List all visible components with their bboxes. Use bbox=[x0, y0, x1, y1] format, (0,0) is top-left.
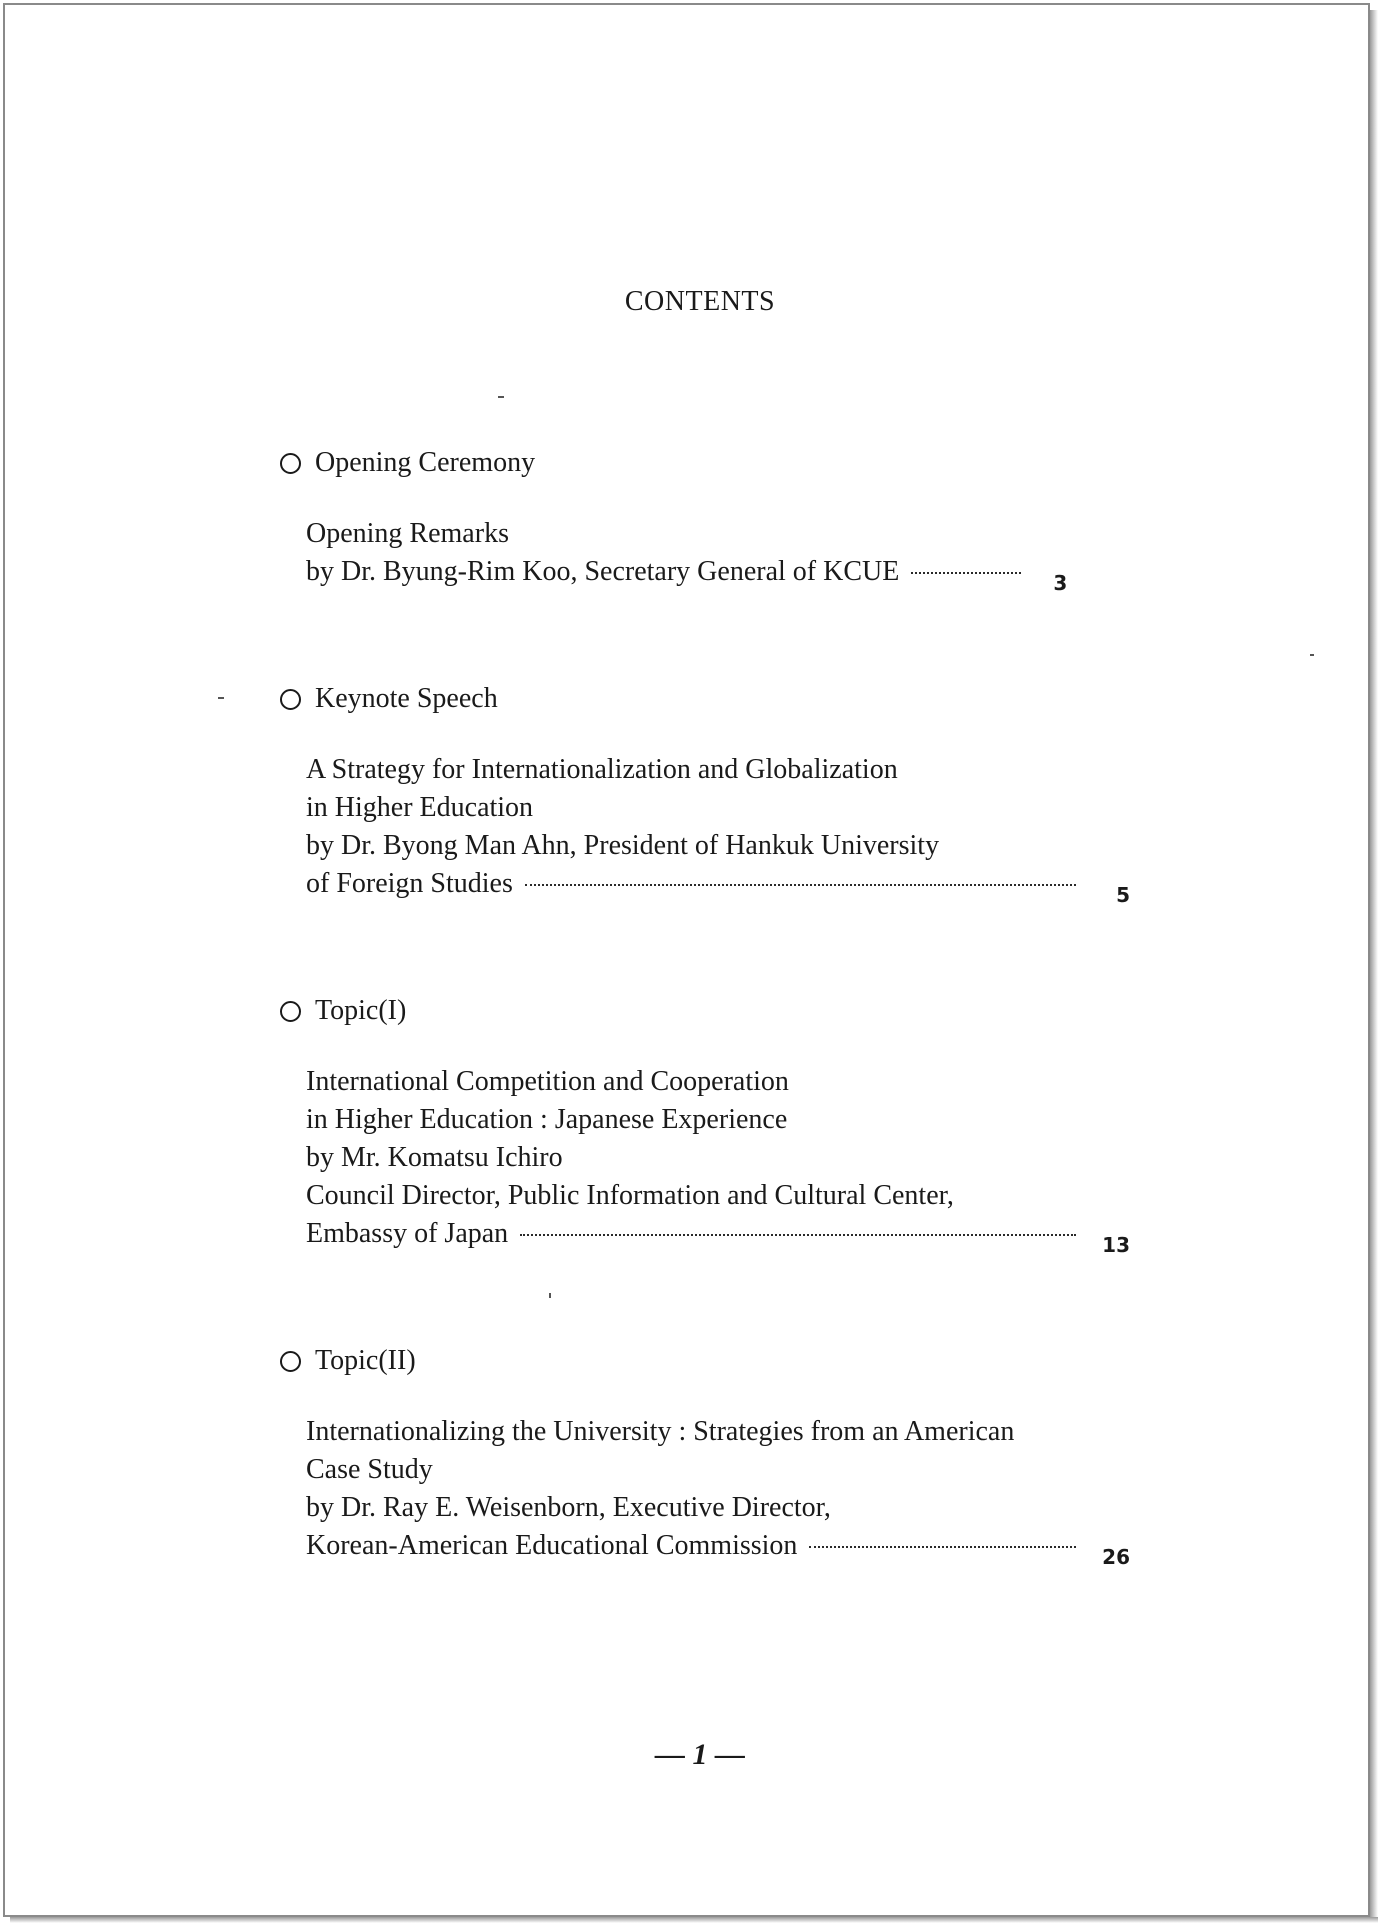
dot-leader bbox=[520, 1234, 1076, 1236]
entry-line-text: by Dr. Byung-Rim Koo, Secretary General of KCUE bbox=[306, 556, 900, 587]
page-number: 5 bbox=[1116, 883, 1130, 907]
entry-line bbox=[306, 1215, 1130, 1257]
page-folio: — 1 — bbox=[655, 1738, 745, 1771]
toc-section bbox=[280, 1341, 1130, 1569]
toc-entry bbox=[306, 1413, 1130, 1569]
toc-section bbox=[280, 679, 1130, 907]
toc-entry bbox=[306, 751, 1130, 907]
page-number: 3 bbox=[1053, 571, 1068, 595]
entry-line: in Higher Education bbox=[306, 792, 534, 823]
section-heading-text: Topic(I) bbox=[315, 995, 407, 1026]
circle-bullet-icon bbox=[280, 689, 301, 710]
section-heading bbox=[280, 1341, 1130, 1381]
page-shadow bbox=[10, 1917, 1378, 1923]
dot-leader bbox=[809, 1546, 1076, 1548]
entry-line-text: of Foreign Studies bbox=[306, 868, 513, 899]
entry-line bbox=[306, 553, 1130, 595]
entry-line-text: Korean-American Educational Commission bbox=[306, 1530, 798, 1561]
entry-line: Council Director, Public Information and Cultural Center, bbox=[306, 1180, 954, 1211]
page-number: 26 bbox=[1102, 1545, 1130, 1569]
scan-speck bbox=[218, 697, 224, 699]
entry-line: Internationalizing the University : Strategies from an American bbox=[306, 1416, 1015, 1447]
section-heading bbox=[280, 679, 1130, 719]
entry-line bbox=[306, 1527, 1130, 1569]
page-number: 13 bbox=[1102, 1233, 1130, 1257]
toc-section bbox=[280, 991, 1130, 1257]
section-heading-text: Topic(II) bbox=[315, 1345, 416, 1376]
circle-bullet-icon bbox=[280, 1351, 301, 1372]
entry-line: Case Study bbox=[306, 1454, 433, 1485]
section-heading-text: Opening Ceremony bbox=[315, 447, 536, 478]
entry-line: by Mr. Komatsu Ichiro bbox=[306, 1142, 563, 1173]
entry-line: by Dr. Ray E. Weisenborn, Executive Director, bbox=[306, 1492, 831, 1523]
scan-speck bbox=[1310, 654, 1314, 656]
toc-section bbox=[280, 443, 1130, 595]
section-heading-text: Keynote Speech bbox=[315, 683, 498, 714]
entry-line-text: Embassy of Japan bbox=[306, 1218, 509, 1249]
entry-line bbox=[306, 865, 1130, 907]
entry-line: International Competition and Cooperation bbox=[306, 1066, 789, 1097]
toc-entry bbox=[306, 515, 1130, 595]
dot-leader bbox=[525, 884, 1076, 886]
entry-line: A Strategy for Internationalization and Globalization bbox=[306, 754, 898, 785]
toc-entry bbox=[306, 1063, 1130, 1257]
scan-speck bbox=[498, 396, 504, 398]
circle-bullet-icon bbox=[280, 453, 301, 474]
scan-speck bbox=[549, 1293, 551, 1298]
entry-line: by Dr. Byong Man Ahn, President of Hankuk University bbox=[306, 830, 940, 861]
section-heading bbox=[280, 991, 1130, 1031]
dot-leader bbox=[911, 572, 1021, 574]
entry-line: in Higher Education : Japanese Experience bbox=[306, 1104, 788, 1135]
section-heading bbox=[280, 443, 1130, 483]
circle-bullet-icon bbox=[280, 1001, 301, 1022]
entry-line: Opening Remarks bbox=[306, 518, 509, 549]
page-title: CONTENTS bbox=[624, 286, 776, 317]
